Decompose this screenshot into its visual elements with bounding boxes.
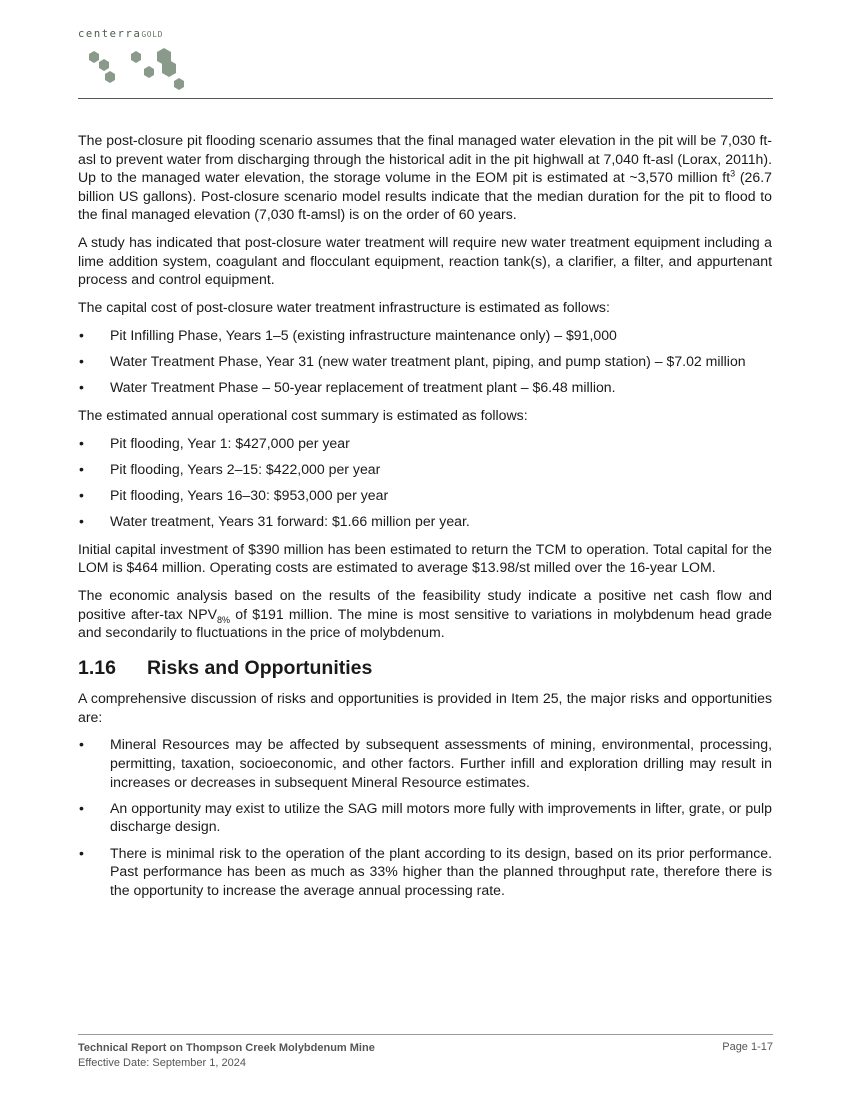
list-item: • Pit flooding, Year 1: $427,000 per year xyxy=(78,434,772,453)
effective-date: Effective Date: September 1, 2024 xyxy=(78,1057,246,1069)
footer-info xyxy=(78,1041,375,1071)
paragraph-text: The economic analysis based on the results of the feasibility study indicate a positive net cash flow and positive after-tax NPV xyxy=(78,587,772,622)
paragraph-text: of $191 million. The mine is most sensitive to variations in molybdenum head grade and secondarily to fluctuations in the price of molybdenum. xyxy=(78,605,772,641)
list-item: • There is minimal risk to the operation of the plant according to its design, based on its prior performance. Past performance has been as much as 33% higher than the planned throughput rate, therefore there is the opportunity to increase the average annual processing rate. xyxy=(78,844,772,900)
list-item: • Water Treatment Phase – 50-year replacement of treatment plant – $6.48 million. xyxy=(78,378,772,397)
logo-main-text: centerra xyxy=(78,28,142,40)
list-item: • Water treatment, Years 31 forward: $1.66 million per year. xyxy=(78,512,772,531)
page-header xyxy=(78,28,773,100)
company-logo-text xyxy=(78,28,163,40)
section-number: 1.16 xyxy=(78,656,116,679)
paragraph-capital-investment: Initial capital investment of $390 million has been estimated to return the TCM to operation. Total capital for the LOM is $464 million. Operating costs are estimated to average $13.98/st milled over the 16-year LOM. xyxy=(78,540,772,576)
paragraph-water-treatment-study: A study has indicated that post-closure water treatment will require new water treatment equipment including a lime addition system, coagulant and flocculant equipment, reaction tank(s), a clarifier, a filter, and appurtenant process and control equipment. xyxy=(78,234,772,288)
report-title: Technical Report on Thompson Creek Molybdenum Mine xyxy=(78,1042,375,1054)
list-item: • Pit flooding, Years 2–15: $422,000 per year xyxy=(78,460,772,479)
capital-cost-list xyxy=(78,326,772,397)
paragraph-text: (26.7 billion US gallons). Post-closure scenario model results indicate that the median duration for the pit to flood to the final managed elevation (7,030 ft-amsl) is on the order of 60 years. xyxy=(78,169,772,223)
risks-list xyxy=(78,735,772,899)
list-item: • Mineral Resources may be affected by subsequent assessments of mining, environmental, processing, permitting, taxation, socioeconomic, and other factors. Further infill and exploration drilling may result in increases or decreases in subsequent Mineral Resource estimates. xyxy=(78,735,772,791)
page-number: Page 1-17 xyxy=(722,1041,773,1053)
list-item: • An opportunity may exist to utilize the SAG mill motors more fully with improvements in lifter, grate, or pulp discharge design. xyxy=(78,799,772,836)
section-title: Risks and Opportunities xyxy=(147,656,373,679)
logo-gold-text: GOLD xyxy=(141,30,164,39)
list-item: • Pit flooding, Years 16–30: $953,000 per year xyxy=(78,486,772,505)
opex-list xyxy=(78,434,772,531)
paragraph-economic-analysis xyxy=(78,586,772,642)
section-heading xyxy=(78,656,772,680)
superscript: 3 xyxy=(730,168,736,179)
paragraph-pit-flooding xyxy=(78,131,772,224)
paragraph-risks-intro: A comprehensive discussion of risks and opportunities is provided in Item 25, the major risks and opportunities are: xyxy=(78,689,772,725)
paragraph-capital-cost-intro: The capital cost of post-closure water treatment infrastructure is estimated as follows: xyxy=(78,299,610,316)
list-item: • Pit Infilling Phase, Years 1–5 (existing infrastructure maintenance only) – $91,000 xyxy=(78,326,772,345)
paragraph-text: The post-closure pit flooding scenario assumes that the final managed water elevation in the pit will be 7,030 ft-asl to prevent water from discharging through the historical adit in the pit highwall at 7,040 ft-asl (Lorax, 2011h). Up to the managed water elevation, the storage volume in the EOM pit is estimated at ~3,570 million ft xyxy=(78,132,772,186)
page-footer xyxy=(78,1034,773,1069)
list-item: • Water Treatment Phase, Year 31 (new water treatment plant, piping, and pump station) – $7.02 million xyxy=(78,352,772,371)
document-body xyxy=(78,131,772,908)
paragraph-opex-intro: The estimated annual operational cost summary is estimated as follows: xyxy=(78,406,528,423)
subscript: 8% xyxy=(217,614,231,625)
header-divider xyxy=(78,98,773,99)
